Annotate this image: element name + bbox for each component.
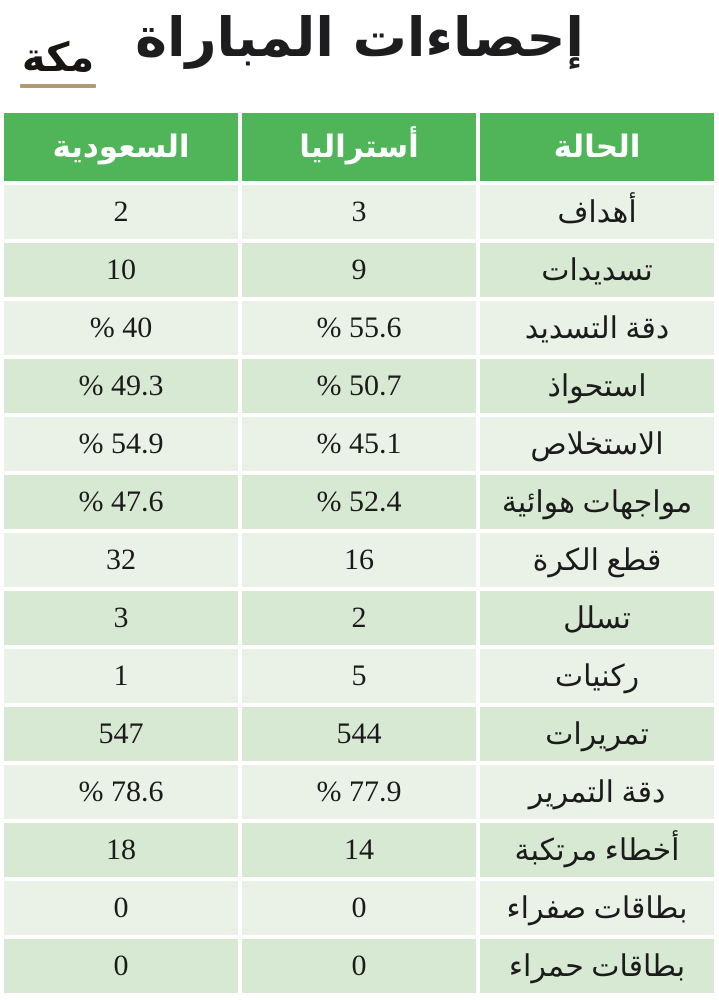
stat-category-label: بطاقات حمراء (480, 939, 714, 993)
stat-value-saudi: % 40 (4, 301, 238, 355)
stats-table (4, 113, 714, 993)
stat-category-label: استحواذ (480, 359, 714, 413)
stat-category-label: أهداف (480, 185, 714, 239)
stat-value-saudi: 547 (4, 707, 238, 761)
stat-value-australia: 544 (242, 707, 476, 761)
table-row (4, 475, 714, 529)
stat-value-saudi: 1 (4, 649, 238, 703)
stat-category-label: تمريرات (480, 707, 714, 761)
stat-category-label: بطاقات صفراء (480, 881, 714, 935)
stat-value-australia: % 50.7 (242, 359, 476, 413)
table-row (4, 359, 714, 413)
stat-category-label: تسديدات (480, 243, 714, 297)
table-row (4, 591, 714, 645)
table-row (4, 417, 714, 471)
stat-value-australia: 3 (242, 185, 476, 239)
stat-value-saudi: 3 (4, 591, 238, 645)
table-row (4, 939, 714, 993)
stat-category-label: ركنيات (480, 649, 714, 703)
table-row (4, 243, 714, 297)
stat-value-australia: % 52.4 (242, 475, 476, 529)
stat-value-saudi: 18 (4, 823, 238, 877)
stat-value-australia: 0 (242, 881, 476, 935)
stat-value-saudi: % 49.3 (4, 359, 238, 413)
table-header-row (4, 113, 714, 181)
page-header (0, 0, 719, 113)
stat-value-australia: 5 (242, 649, 476, 703)
stat-value-australia: 14 (242, 823, 476, 877)
page-title: إحصاءات المباراة (135, 6, 584, 69)
stat-value-australia: 16 (242, 533, 476, 587)
stat-value-australia: 9 (242, 243, 476, 297)
table-row (4, 881, 714, 935)
table-row (4, 649, 714, 703)
stat-value-australia: 0 (242, 939, 476, 993)
logo-tagline (20, 84, 96, 88)
header-cell-saudi: السعودية (4, 113, 238, 181)
stat-category-label: أخطاء مرتكبة (480, 823, 714, 877)
table-row (4, 533, 714, 587)
table-row (4, 185, 714, 239)
stat-value-saudi: 32 (4, 533, 238, 587)
stat-value-saudi: % 47.6 (4, 475, 238, 529)
stats-table-body (4, 185, 714, 993)
header-cell-australia: أستراليا (242, 113, 476, 181)
stat-category-label: تسلل (480, 591, 714, 645)
table-row (4, 765, 714, 819)
logo-wordmark: مكة (21, 35, 95, 81)
table-row (4, 823, 714, 877)
stat-value-saudi: 0 (4, 939, 238, 993)
stat-value-australia: 2 (242, 591, 476, 645)
stat-value-australia: % 45.1 (242, 417, 476, 471)
stat-value-australia: % 77.9 (242, 765, 476, 819)
stat-category-label: قطع الكرة (480, 533, 714, 587)
stat-value-saudi: % 78.6 (4, 765, 238, 819)
stat-category-label: دقة التمرير (480, 765, 714, 819)
stat-category-label: الاستخلاص (480, 417, 714, 471)
stat-value-australia: % 55.6 (242, 301, 476, 355)
stat-value-saudi: 0 (4, 881, 238, 935)
table-row (4, 301, 714, 355)
stat-value-saudi: 2 (4, 185, 238, 239)
stat-value-saudi: % 54.9 (4, 417, 238, 471)
stat-category-label: مواجهات هوائية (480, 475, 714, 529)
table-row (4, 707, 714, 761)
stat-category-label: دقة التسديد (480, 301, 714, 355)
header-cell-category: الحالة (480, 113, 714, 181)
stat-value-saudi: 10 (4, 243, 238, 297)
